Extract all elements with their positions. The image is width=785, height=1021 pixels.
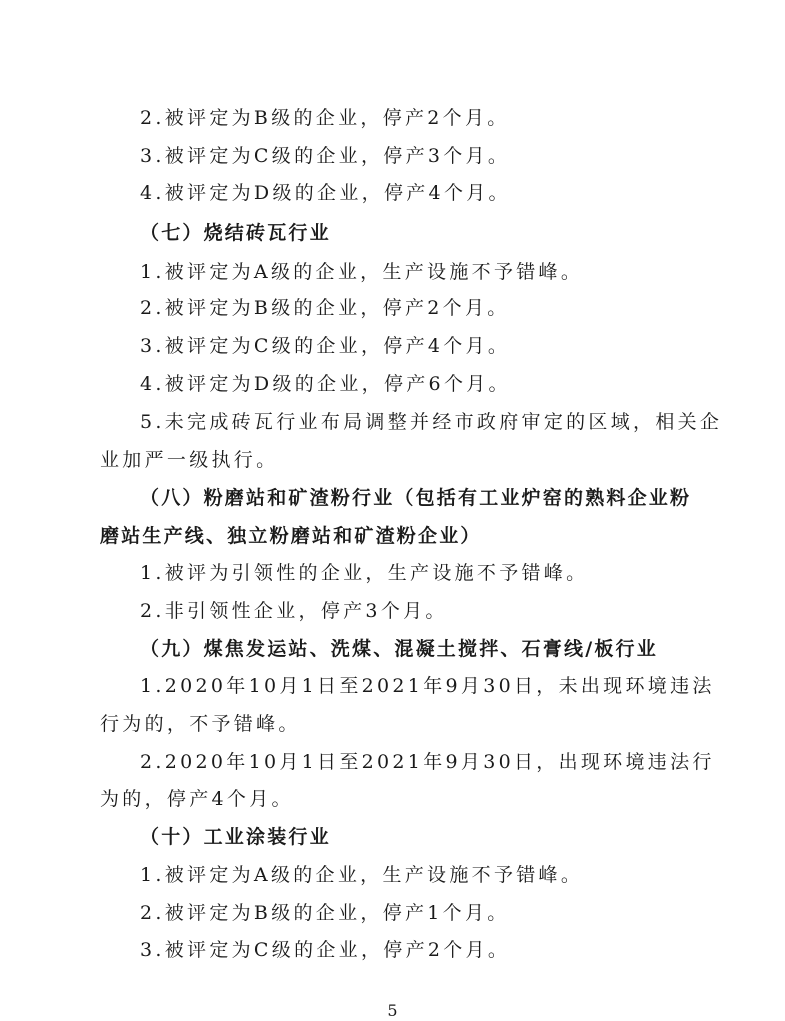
text-line: 1.被评为引领性的企业，生产设施不予错峰。 bbox=[140, 562, 589, 584]
section-heading: （七）烧结砖瓦行业 bbox=[140, 222, 331, 244]
text-line: 3.被评定为C级的企业，停产2个月。 bbox=[140, 939, 511, 961]
section-heading: 磨站生产线、独立粉磨站和矿渣粉企业） bbox=[100, 525, 482, 547]
text-line: 4.被评定为D级的企业，停产4个月。 bbox=[140, 182, 511, 204]
text-line: 4.被评定为D级的企业，停产6个月。 bbox=[140, 373, 511, 395]
text-line: 业加严一级执行。 bbox=[100, 449, 279, 471]
text-line: 2.被评定为B级的企业，停产2个月。 bbox=[140, 107, 510, 129]
text-line: 行为的，不予错峰。 bbox=[100, 713, 301, 735]
text-line: 2.2020年10月1日至2021年9月30日，出现环境违法行 bbox=[140, 751, 715, 773]
text-line: 为的，停产4个月。 bbox=[100, 788, 294, 810]
text-line: 2.非引领性企业，停产3个月。 bbox=[140, 600, 448, 622]
text-line: 2.被评定为B级的企业，停产2个月。 bbox=[140, 297, 510, 319]
text-line: 5.未完成砖瓦行业布局调整并经市政府审定的区域，相关企 bbox=[140, 411, 723, 433]
page-number: 5 bbox=[387, 1001, 398, 1020]
section-heading: （九）煤焦发运站、洗煤、混凝土搅拌、石膏线/板行业 bbox=[140, 638, 658, 660]
section-heading: （八）粉磨站和矿渣粉行业（包括有工业炉窑的熟料企业粉 bbox=[140, 487, 692, 509]
section-heading: （十）工业涂装行业 bbox=[140, 826, 331, 848]
text-line: 1.2020年10月1日至2021年9月30日，未出现环境违法 bbox=[140, 675, 715, 697]
text-line: 2.被评定为B级的企业，停产1个月。 bbox=[140, 902, 510, 924]
text-line: 1.被评定为A级的企业，生产设施不予错峰。 bbox=[140, 864, 584, 886]
text-line: 1.被评定为A级的企业，生产设施不予错峰。 bbox=[140, 261, 584, 283]
text-line: 3.被评定为C级的企业，停产4个月。 bbox=[140, 335, 511, 357]
text-line: 3.被评定为C级的企业，停产3个月。 bbox=[140, 145, 511, 167]
